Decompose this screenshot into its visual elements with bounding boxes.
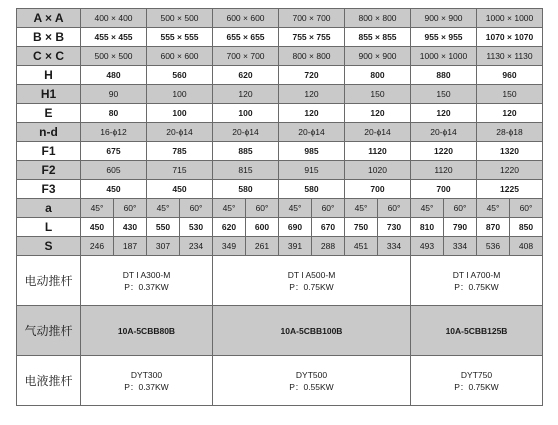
cell-value: 100	[147, 104, 213, 123]
cell-value: 700 × 700	[279, 9, 345, 28]
cell-value: 150	[477, 85, 543, 104]
row-label: C × C	[17, 47, 81, 66]
actuator-model-cell	[81, 356, 213, 406]
model-name: DT I A500-M	[287, 269, 336, 280]
cell-value: 800	[345, 66, 411, 85]
row-label: a	[17, 199, 81, 218]
cell-value: 880	[411, 66, 477, 85]
cell-value: 1070 × 1070	[477, 28, 543, 47]
cell-value: 60°	[312, 199, 345, 218]
cell-value: 855 × 855	[345, 28, 411, 47]
cell-value: 750	[345, 218, 378, 237]
cell-value: 261	[246, 237, 279, 256]
cell-value: 810	[411, 218, 444, 237]
actuator-model-cell	[213, 306, 411, 356]
spec-row-f3	[17, 180, 543, 199]
cell-value: 1220	[477, 161, 543, 180]
cell-value: 550	[147, 218, 180, 237]
cell-value: 1120	[345, 142, 411, 161]
spec-row-c-x-c	[17, 47, 543, 66]
spec-row-n-d	[17, 123, 543, 142]
actuator-label: 电动推杆	[17, 256, 81, 306]
cell-value: 755 × 755	[279, 28, 345, 47]
cell-value: 45°	[147, 199, 180, 218]
cell-value: 530	[180, 218, 213, 237]
cell-value: 555 × 555	[147, 28, 213, 47]
cell-value: 20-ϕ14	[213, 123, 279, 142]
cell-value: 1320	[477, 142, 543, 161]
spec-table	[16, 8, 543, 406]
cell-value: 580	[213, 180, 279, 199]
cell-value: 800 × 800	[279, 47, 345, 66]
cell-value: 45°	[411, 199, 444, 218]
cell-value: 560	[147, 66, 213, 85]
model-name: 10A-5CBB100B	[280, 325, 343, 336]
cell-value: 20-ϕ14	[411, 123, 477, 142]
spec-row-s	[17, 237, 543, 256]
cell-value: 60°	[180, 199, 213, 218]
row-label: F3	[17, 180, 81, 199]
model-power: P：0.75KW	[454, 281, 499, 292]
model-name: DYT300	[130, 369, 163, 380]
cell-value: 700 × 700	[213, 47, 279, 66]
cell-value: 60°	[444, 199, 477, 218]
spec-row-a	[17, 199, 543, 218]
cell-value: 45°	[345, 199, 378, 218]
cell-value: 334	[444, 237, 477, 256]
cell-value: 605	[81, 161, 147, 180]
cell-value: 120	[213, 85, 279, 104]
cell-value: 28-ϕ18	[477, 123, 543, 142]
spec-row-a-x-a	[17, 9, 543, 28]
cell-value: 150	[411, 85, 477, 104]
cell-value: 430	[114, 218, 147, 237]
cell-value: 246	[81, 237, 114, 256]
cell-value: 620	[213, 218, 246, 237]
cell-value: 450	[81, 218, 114, 237]
cell-value: 450	[147, 180, 213, 199]
row-label: B × B	[17, 28, 81, 47]
cell-value: 480	[81, 66, 147, 85]
cell-value: 960	[477, 66, 543, 85]
actuator-model-cell	[213, 256, 411, 306]
cell-value: 1000 × 1000	[477, 9, 543, 28]
actuator-model-cell	[81, 306, 213, 356]
model-power: P：0.55KW	[289, 381, 334, 392]
cell-value: 580	[279, 180, 345, 199]
model-power: P：0.37KW	[124, 381, 169, 392]
actuator-model-cell	[411, 306, 543, 356]
pneumatic-actuator-row	[17, 306, 543, 356]
cell-value: 234	[180, 237, 213, 256]
row-label: F1	[17, 142, 81, 161]
cell-value: 536	[477, 237, 510, 256]
cell-value: 45°	[477, 199, 510, 218]
cell-value: 150	[345, 85, 411, 104]
cell-value: 391	[279, 237, 312, 256]
actuator-model-cell	[411, 256, 543, 306]
cell-value: 655 × 655	[213, 28, 279, 47]
actuator-model-cell	[411, 356, 543, 406]
cell-value: 915	[279, 161, 345, 180]
cell-value: 900 × 900	[345, 47, 411, 66]
actuator-model-cell	[81, 256, 213, 306]
row-label: L	[17, 218, 81, 237]
row-label: n-d	[17, 123, 81, 142]
cell-value: 20-ϕ14	[279, 123, 345, 142]
cell-value: 700	[411, 180, 477, 199]
cell-value: 349	[213, 237, 246, 256]
cell-value: 675	[81, 142, 147, 161]
cell-value: 60°	[378, 199, 411, 218]
cell-value: 80	[81, 104, 147, 123]
cell-value: 451	[345, 237, 378, 256]
cell-value: 600 × 600	[213, 9, 279, 28]
cell-value: 60°	[114, 199, 147, 218]
row-label: A × A	[17, 9, 81, 28]
cell-value: 715	[147, 161, 213, 180]
cell-value: 288	[312, 237, 345, 256]
cell-value: 60°	[246, 199, 279, 218]
actuator-label: 电液推杆	[17, 356, 81, 406]
cell-value: 120	[345, 104, 411, 123]
spec-row-b-x-b	[17, 28, 543, 47]
cell-value: 985	[279, 142, 345, 161]
cell-value: 100	[213, 104, 279, 123]
cell-value: 400 × 400	[81, 9, 147, 28]
model-power: P：0.75KW	[454, 381, 499, 392]
cell-value: 785	[147, 142, 213, 161]
cell-value: 815	[213, 161, 279, 180]
cell-value: 870	[477, 218, 510, 237]
cell-value: 670	[312, 218, 345, 237]
cell-value: 16-ϕ12	[81, 123, 147, 142]
spec-row-h1	[17, 85, 543, 104]
model-name: DT I A300-M	[122, 269, 171, 280]
cell-value: 120	[477, 104, 543, 123]
cell-value: 45°	[279, 199, 312, 218]
spec-row-l	[17, 218, 543, 237]
cell-value: 307	[147, 237, 180, 256]
model-power: P：0.75KW	[289, 281, 334, 292]
cell-value: 450	[81, 180, 147, 199]
cell-value: 20-ϕ14	[345, 123, 411, 142]
spec-row-h	[17, 66, 543, 85]
row-label: S	[17, 237, 81, 256]
cell-value: 900 × 900	[411, 9, 477, 28]
model-name: DT I A700-M	[452, 269, 501, 280]
electro-hydraulic-actuator-row	[17, 356, 543, 406]
actuator-label: 气动推杆	[17, 306, 81, 356]
cell-value: 60°	[510, 199, 543, 218]
cell-value: 120	[279, 104, 345, 123]
cell-value: 800 × 800	[345, 9, 411, 28]
model-name: DYT500	[295, 369, 328, 380]
cell-value: 455 × 455	[81, 28, 147, 47]
row-label: H1	[17, 85, 81, 104]
cell-value: 850	[510, 218, 543, 237]
cell-value: 493	[411, 237, 444, 256]
cell-value: 1120	[411, 161, 477, 180]
cell-value: 187	[114, 237, 147, 256]
actuator-model-cell	[213, 356, 411, 406]
model-power: P：0.37KW	[124, 281, 169, 292]
cell-value: 1000 × 1000	[411, 47, 477, 66]
cell-value: 120	[279, 85, 345, 104]
electric-actuator-row	[17, 256, 543, 306]
cell-value: 600 × 600	[147, 47, 213, 66]
model-name: 10A-5CBB80B	[117, 325, 176, 336]
cell-value: 690	[279, 218, 312, 237]
row-label: H	[17, 66, 81, 85]
cell-value: 790	[444, 218, 477, 237]
spec-row-f1	[17, 142, 543, 161]
cell-value: 1020	[345, 161, 411, 180]
cell-value: 100	[147, 85, 213, 104]
cell-value: 500 × 500	[81, 47, 147, 66]
cell-value: 20-ϕ14	[147, 123, 213, 142]
cell-value: 45°	[213, 199, 246, 218]
cell-value: 1220	[411, 142, 477, 161]
cell-value: 408	[510, 237, 543, 256]
cell-value: 955 × 955	[411, 28, 477, 47]
cell-value: 600	[246, 218, 279, 237]
cell-value: 90	[81, 85, 147, 104]
cell-value: 620	[213, 66, 279, 85]
cell-value: 45°	[81, 199, 114, 218]
cell-value: 885	[213, 142, 279, 161]
cell-value: 1225	[477, 180, 543, 199]
cell-value: 720	[279, 66, 345, 85]
spec-row-f2	[17, 161, 543, 180]
cell-value: 334	[378, 237, 411, 256]
cell-value: 500 × 500	[147, 9, 213, 28]
cell-value: 120	[411, 104, 477, 123]
spec-row-e	[17, 104, 543, 123]
row-label: E	[17, 104, 81, 123]
model-name: 10A-5CBB125B	[445, 325, 508, 336]
cell-value: 1130 × 1130	[477, 47, 543, 66]
row-label: F2	[17, 161, 81, 180]
cell-value: 730	[378, 218, 411, 237]
cell-value: 700	[345, 180, 411, 199]
model-name: DYT750	[460, 369, 493, 380]
